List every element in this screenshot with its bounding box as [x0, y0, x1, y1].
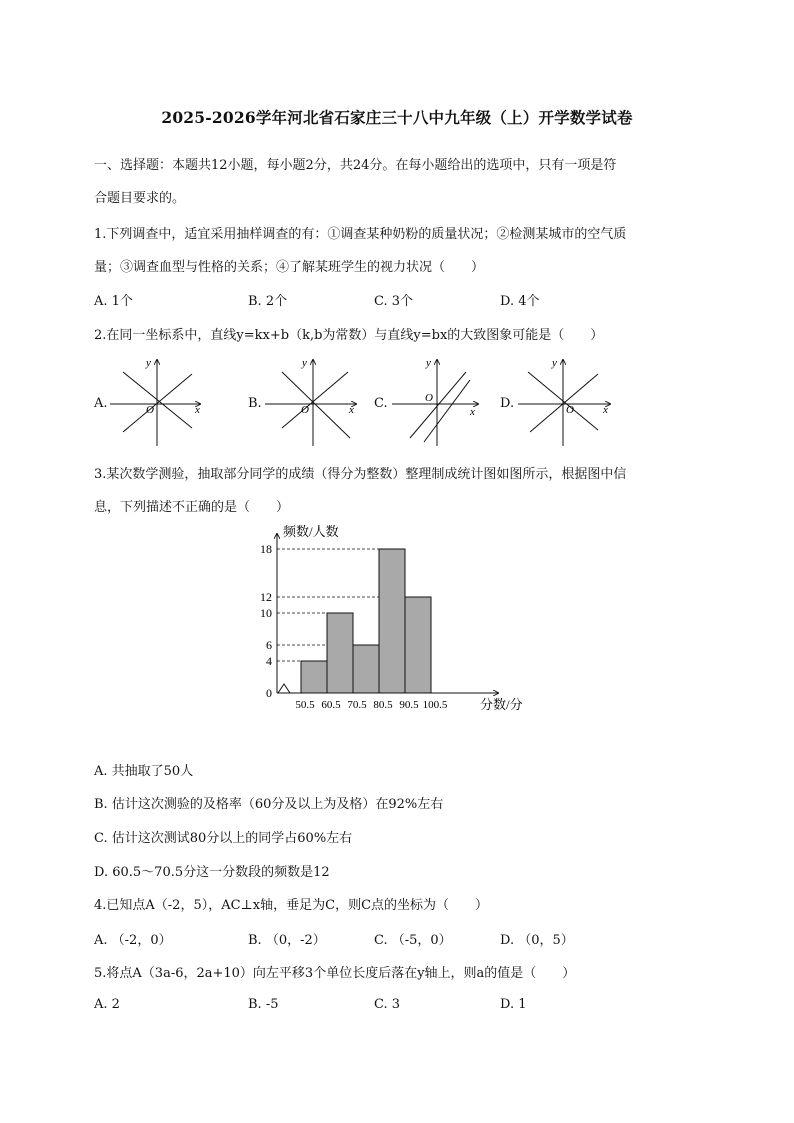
q5-option-c: C. 3 — [374, 997, 401, 1012]
q3-option-b: B. 估计这次测验的及格率（60分及以上为及格）在92%左右 — [94, 797, 444, 812]
histogram-x-tick-label: 70.5 — [347, 699, 367, 711]
q3-stem-line2: 息，下列描述不正确的是（ ） — [94, 500, 290, 515]
histogram-y-tick-label: 12 — [260, 590, 272, 604]
histogram-y-tick-label: 18 — [260, 542, 272, 556]
q2-graph-a-origin: O — [146, 404, 154, 416]
q4-stem: 4.已知点A（-2，5），AC⊥x轴，垂足为C，则C点的坐标为（ ） — [94, 898, 489, 913]
histogram-y-tick-label: 4 — [266, 654, 272, 668]
section-instruction-line2: 合题目要求的。 — [94, 191, 186, 206]
q2-stem: 2.在同一坐标系中，直线y=kx+b（k,b为常数）与直线y=bx的大致图象可能是（ ） — [94, 328, 604, 343]
q1-stem-line2: 量；③调查血型与性格的关系；④了解某班学生的视力状况（ ） — [94, 260, 485, 275]
histogram-bar — [301, 661, 327, 693]
q3-option-a: A. 共抽取了50人 — [94, 764, 194, 779]
histogram-x-tick-label: 80.5 — [373, 699, 393, 711]
q2-graph-c-x: x — [470, 406, 475, 418]
section-instruction-line1: 一、选择题：本题共12小题，每小题2分，共24分。在每小题给出的选项中，只有一项是符 — [94, 158, 617, 173]
q3-stem-line1: 3.某次数学测验，抽取部分同学的成绩（得分为整数）整理制成统计图如图所示，根据图中信 — [94, 467, 627, 482]
histogram-x-axis-label: 分数/分 — [480, 697, 523, 712]
q4-option-a: A. （-2，0） — [94, 933, 172, 948]
histogram-x-tick-label: 60.5 — [321, 699, 341, 711]
q5-option-d: D. 1 — [500, 997, 527, 1012]
q3-option-c: C. 估计这次测试80分以上的同学占60%左右 — [94, 831, 353, 846]
exam-title: 2025-2026学年河北省石家庄三十八中九年级（上）开学数学试卷 — [161, 108, 633, 127]
q5-option-a: A. 2 — [94, 997, 120, 1012]
q2-option-c-label: C. — [374, 396, 388, 411]
q2-graph-b-origin: O — [301, 404, 309, 416]
q2-graph-d-y: y — [552, 357, 557, 369]
histogram-x-tick-label: 100.5 — [422, 699, 448, 711]
q2-graph-a-x: x — [195, 404, 200, 416]
q1-option-b: B. 2个 — [248, 294, 288, 309]
q2-graph-a-y: y — [146, 357, 151, 369]
q4-option-c: C. （-5，0） — [374, 933, 452, 948]
q1-stem-line1: 1.下列调查中，适宜采用抽样调查的有：①调查某种奶粉的质量状况；②检测某城市的空气质 — [94, 227, 627, 242]
q2-option-d-label: D. — [500, 396, 515, 411]
histogram-bar — [405, 597, 431, 693]
histogram-bar — [353, 645, 379, 693]
q5-stem: 5.将点A（3a-6，2a+10）向左平移3个单位长度后落在y轴上，则a的值是（ ） — [94, 966, 576, 981]
q2-graph-d-x: x — [603, 404, 608, 416]
q1-option-a: A. 1个 — [94, 294, 133, 309]
q2-option-a-label: A. — [94, 396, 108, 411]
histogram-bar — [379, 549, 405, 693]
histogram-bar — [327, 613, 353, 693]
q4-option-b: B. （0，-2） — [248, 933, 326, 948]
q1-option-d: D. 4个 — [500, 294, 540, 309]
histogram-y-tick-label: 0 — [266, 686, 272, 700]
q1-option-c: C. 3个 — [374, 294, 414, 309]
q2-graph-b-x: x — [349, 404, 354, 416]
q2-graph-c-y: y — [426, 357, 431, 369]
q4-option-d: D. （0，5） — [500, 933, 574, 948]
q3-option-d: D. 60.5～70.5分这一分数段的频数是12 — [94, 865, 330, 880]
histogram-x-tick-label: 90.5 — [399, 699, 419, 711]
histogram-y-tick-label: 6 — [266, 638, 272, 652]
q2-graph-c-origin: O — [425, 392, 433, 404]
q5-option-b: B. -5 — [248, 997, 279, 1012]
histogram-x-tick-label: 50.5 — [295, 699, 315, 711]
histogram-y-tick-label: 10 — [260, 606, 272, 620]
histogram-y-axis-label: 频数/人数 — [283, 524, 339, 539]
q2-graph-b-y: y — [302, 357, 307, 369]
q2-option-b-label: B. — [248, 396, 262, 411]
q2-graph-d-origin: O — [566, 404, 574, 416]
